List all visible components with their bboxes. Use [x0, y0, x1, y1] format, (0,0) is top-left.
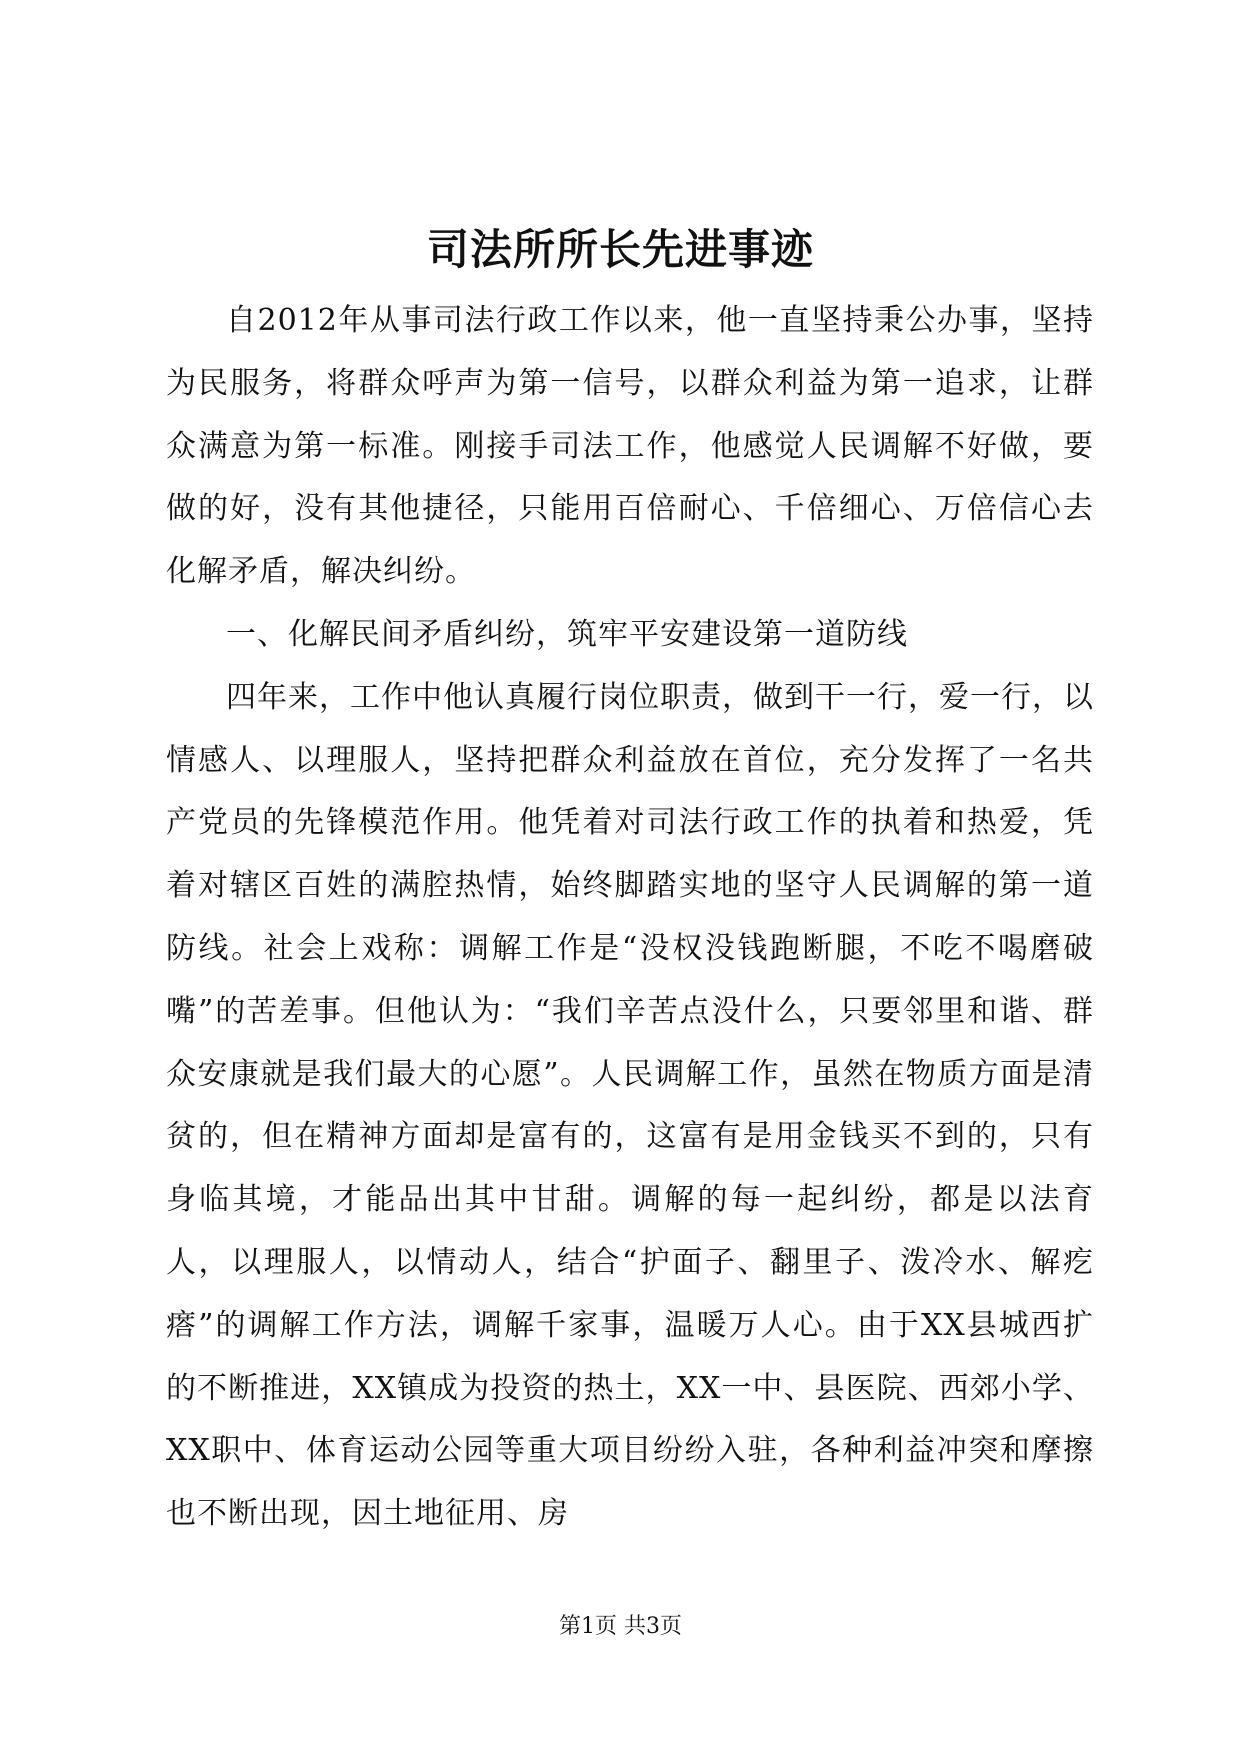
document-title: 司法所所长先进事迹: [426, 225, 814, 274]
paragraph-main: 四年来，工作中他认真履行岗位职责，做到干一行，爱一行，以情感人、以理服人，坚持把群众利益放在首位，充分发挥了一名共产党员的先锋模范作用。他凭着对司法行政工作的执着和热爱，凭着对辖区百姓的满腔热情，始终脚踏实地的坚守人民调解的第一道防线。社会上戏称：调解工作是“没权没钱跑断腿，不吃不喝磨破嘴”的苦差事。但他认为：“我们辛苦点没什么，只要邻里和谐、群众安康就是我们最大的心愿”。人民调解工作，虽然在物质方面是清贫的，但在精神方面却是富有的，这富有是用金钱买不到的，只有身临其境，才能品出其中甘甜。调解的每一起纠纷，都是以法育人，以理服人，以情动人，结合“护面子、翻里子、泼冷水、解疙瘩”的调解工作方法，调解千家事，温暖万人心。由于XX县城西扩的不断推进，XX镇成为投资的热土，XX一中、县医院、西郊小学、XX职中、体育运动公园等重大项目纷纷入驻，各种利益冲突和摩擦也不断出现，因土地征用、房: [166, 679, 1094, 1532]
section-heading: 一、化解民间矛盾纠纷，筑牢平安建设第一道防线: [226, 616, 908, 652]
paragraph-intro: 自2012年从事司法行政工作以来，他一直坚持秉公办事，坚持为民服务，将群众呼声为第一信号，以群众利益为第一追求，让群众满意为第一标准。刚接手司法工作，他感觉人民调解不好做，要做的好，没有其他捷径，只能用百倍耐心、千倍细心、万倍信心去化解矛盾，解决纠纷。: [166, 303, 1094, 590]
page-footer: 第1页 共3页: [559, 1614, 682, 1639]
document-body: [166, 290, 1094, 1546]
